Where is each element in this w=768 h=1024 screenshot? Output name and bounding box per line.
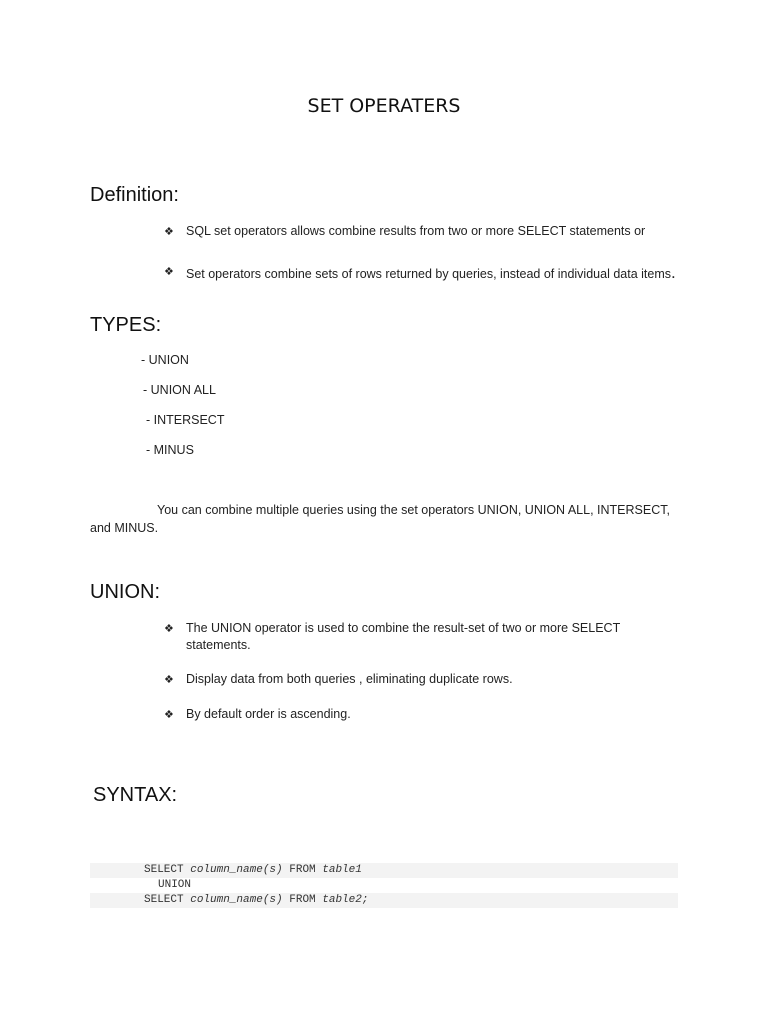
types-item-union-all: - UNION ALL	[143, 383, 216, 397]
intro-paragraph-line-2: and MINUS.	[90, 521, 159, 535]
code-line-2	[90, 878, 678, 893]
bullet-icon: ❖	[164, 709, 174, 721]
syntax-heading: SYNTAX:	[93, 784, 178, 806]
definition-heading: Definition:	[90, 184, 179, 206]
types-heading: TYPES:	[90, 314, 162, 336]
page-title: SET OPERATERS	[307, 95, 461, 117]
types-item-union: - UNION	[141, 353, 189, 367]
code-argument: column_name(s)	[190, 864, 283, 876]
union-bullet-2: Display data from both queries , eliminating duplicate rows.	[186, 672, 513, 686]
code-block	[90, 863, 678, 908]
types-item-intersect: - INTERSECT	[146, 413, 225, 427]
union-bullet-3: By default order is ascending.	[186, 707, 351, 721]
code-line-1	[90, 863, 678, 878]
definition-bullet-1: SQL set operators allows combine results from two or more SELECT statements or	[186, 224, 646, 238]
bullet-icon: ❖	[164, 226, 174, 238]
definition-bullet-2-text: Set operators combine sets of rows returned by queries, instead of individual data items	[186, 267, 671, 281]
code-keyword: FROM	[282, 894, 323, 906]
bullet-icon: ❖	[164, 623, 174, 635]
code-line-3	[90, 893, 678, 908]
union-bullet-1-cont: statements.	[186, 638, 251, 652]
code-argument: column_name(s)	[190, 894, 283, 906]
union-bullet-1: The UNION operator is used to combine the result-set of two or more SELECT	[186, 621, 621, 635]
code-argument: table1	[322, 864, 362, 876]
types-item-minus: - MINUS	[146, 443, 194, 457]
code-keyword: SELECT	[144, 864, 191, 876]
intro-paragraph-line-1: You can combine multiple queries using the set operators UNION, UNION ALL, INTERSECT,	[157, 503, 670, 517]
definition-bullet-2	[186, 263, 676, 283]
bullet-icon: ❖	[164, 266, 174, 278]
code-keyword: UNION	[158, 879, 192, 891]
bullet-icon: ❖	[164, 674, 174, 686]
definition-bullet-2-period: .	[670, 263, 676, 282]
code-argument: table2;	[322, 894, 369, 906]
code-keyword: SELECT	[144, 894, 191, 906]
union-heading: UNION:	[90, 581, 160, 603]
code-keyword: FROM	[282, 864, 323, 876]
